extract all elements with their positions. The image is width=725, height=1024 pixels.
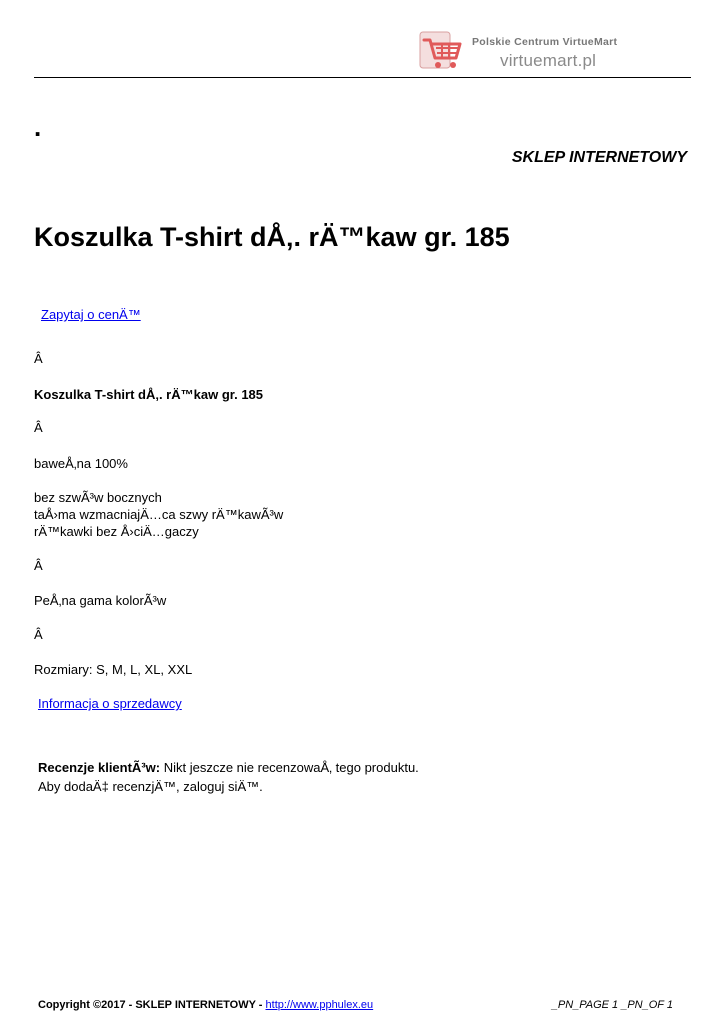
feature-item: rÄ™kawki bez Å›ciÄ…gaczy	[34, 524, 199, 539]
spacer-text: Â	[34, 351, 43, 366]
reviews-login-prompt: Aby dodaÄ‡ recenzjÄ™, zaloguj siÄ™.	[38, 779, 263, 794]
reviews-section	[38, 758, 419, 796]
page-number: _PN_PAGE 1 _PN_OF 1	[551, 999, 673, 1011]
reviews-line	[38, 758, 419, 777]
seller-info-link[interactable]: Informacja o sprzedawcy	[38, 696, 182, 711]
virtuemart-logo[interactable]	[418, 28, 648, 78]
spacer-text: Â	[34, 627, 43, 642]
logo-domain: virtuemart.pl	[500, 51, 597, 70]
reviews-text: Nikt jeszcze nie recenzowaÅ‚ tego produktu.	[160, 760, 419, 775]
copyright-text: Copyright ©2017 - SKLEP INTERNETOWY -	[38, 999, 266, 1011]
footer-copyright	[38, 999, 373, 1011]
bullet-dot: .	[34, 112, 42, 142]
feature-item: taÅ›ma wzmacniajÄ…ca szwy rÄ™kawÃ³w	[34, 507, 284, 522]
feature-item: bez szwÃ³w bocznych	[34, 490, 162, 505]
logo-title: Polskie Centrum VirtueMart	[472, 36, 618, 48]
page-title: Koszulka T-shirt dÅ‚. rÄ™kaw gr. 185	[34, 222, 510, 252]
reviews-label: Recenzje klientÃ³w:	[38, 760, 161, 775]
colors-text: PeÅ‚na gama kolorÃ³w	[34, 593, 167, 608]
spacer-text: Â	[34, 558, 43, 573]
sizes-text: Rozmiary: S, M, L, XL, XXL	[34, 662, 193, 677]
footer-url-link[interactable]: http://www.pphulex.eu	[265, 999, 374, 1011]
spacer-text: Â	[34, 420, 43, 435]
shop-name: SKLEP INTERNETOWY	[511, 149, 687, 166]
material-text: baweÅ‚na 100%	[34, 456, 128, 471]
shopping-cart-icon	[418, 28, 468, 74]
ask-price-link[interactable]: Zapytaj o cenÄ™	[41, 307, 141, 322]
header-divider	[34, 77, 691, 78]
product-subtitle: Koszulka T-shirt dÅ‚. rÄ™kaw gr. 185	[34, 387, 264, 402]
